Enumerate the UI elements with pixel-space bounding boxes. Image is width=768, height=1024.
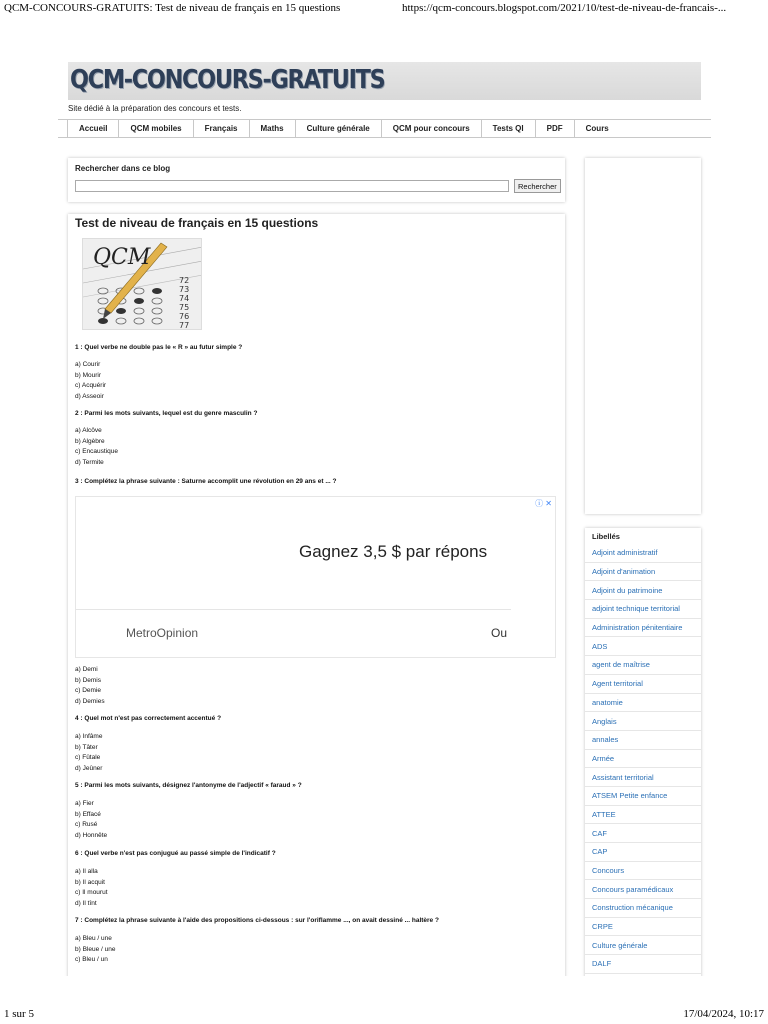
label-item[interactable]: agent de maîtrise xyxy=(585,656,701,675)
sidebar-ad-slot xyxy=(585,158,701,514)
nav-qcm-mobiles[interactable]: QCM mobiles xyxy=(118,120,192,137)
answer-1d: d) Asseoir xyxy=(75,392,104,400)
nav-cours[interactable]: Cours xyxy=(574,120,620,137)
label-item[interactable]: Administration pénitentiaire xyxy=(585,619,701,638)
search-input[interactable] xyxy=(75,180,509,192)
site-title[interactable]: QCM-CONCOURS-GRATUITS xyxy=(70,65,385,95)
label-item[interactable]: CRPE xyxy=(585,918,701,937)
nav-pdf[interactable]: PDF xyxy=(535,120,574,137)
nav-spacer xyxy=(620,120,711,137)
label-item[interactable]: Adjoint d'animation xyxy=(585,563,701,582)
label-item[interactable]: ATTEE xyxy=(585,806,701,825)
question-5: 5 : Parmi les mots suivants, désignez l'antonyme de l'adjectif « faraud » ? xyxy=(75,782,302,789)
answer-6b: b) Il acquit xyxy=(75,878,105,886)
svg-text:73: 73 xyxy=(179,285,190,294)
ad-edge xyxy=(511,497,556,658)
answer-7a: a) Bleu / une xyxy=(75,935,112,942)
question-4: 4 : Quel mot n'est pas correctement accentué ? xyxy=(75,715,222,722)
ad-divider xyxy=(76,609,511,610)
label-item[interactable]: Concours xyxy=(585,862,701,881)
nav-tests-qi[interactable]: Tests QI xyxy=(481,120,535,137)
ad-headline[interactable]: Gagnez 3,5 $ par répons xyxy=(299,542,488,561)
answer-3c: c) Demie xyxy=(75,687,102,694)
answer-2d: d) Termite xyxy=(75,458,104,466)
ad-cta-button[interactable]: Ou xyxy=(491,626,508,640)
answer-3d: d) Demies xyxy=(75,697,105,705)
answer-1c: c) Acquérir xyxy=(75,382,107,389)
ad-close-icon[interactable]: ⓘ ✕ xyxy=(535,499,552,508)
answer-6a: a) Il alla xyxy=(75,868,98,875)
question-6: 6 : Quel verbe n'est pas conjugué au passé simple de l'indicatif ? xyxy=(75,850,276,857)
search-title: Rechercher dans ce blog xyxy=(75,164,171,173)
answer-1a: a) Courir xyxy=(75,361,101,368)
page-wrapper xyxy=(58,54,711,976)
nav-qcm-pour-concours[interactable]: QCM pour concours xyxy=(381,120,481,137)
label-item[interactable]: ADS xyxy=(585,637,701,656)
post xyxy=(68,214,565,976)
answer-5a: a) Fier xyxy=(75,800,94,807)
answers-1 xyxy=(75,360,106,402)
answers-6 xyxy=(75,867,108,909)
question-2: 2 : Parmi les mots suivants, lequel est du genre masculin ? xyxy=(75,410,258,417)
label-item[interactable]: Assistant territorial xyxy=(585,768,701,787)
ad-brand[interactable]: MetroOpinion xyxy=(126,626,199,640)
answers-2 xyxy=(75,426,118,468)
nav-maths[interactable]: Maths xyxy=(249,120,295,137)
nav-accueil[interactable]: Accueil xyxy=(67,120,118,137)
answer-1b: b) Mourir xyxy=(75,371,102,379)
answer-3b: b) Demis xyxy=(75,676,102,684)
labels-title: Libellés xyxy=(592,532,620,541)
top-nav xyxy=(58,119,711,138)
print-url: https://qcm-concours.blogspot.com/2021/10/test-de-niveau-de-francais-... xyxy=(402,2,727,14)
question-3: 3 : Complétez la phrase suivante : Saturne accomplit une révolution en 29 ans et ... ? xyxy=(75,478,337,485)
qcm-image-label: QCM xyxy=(93,245,151,270)
label-item[interactable]: Construction mécanique xyxy=(585,899,701,918)
nav-francais[interactable]: Français xyxy=(193,120,249,137)
svg-text:76: 76 xyxy=(179,312,190,321)
search-button[interactable]: Rechercher xyxy=(514,179,561,193)
answer-4b: b) Tâter xyxy=(75,743,98,751)
svg-text:77: 77 xyxy=(179,321,190,330)
label-item[interactable]: ATSEM Petite enfance xyxy=(585,787,701,806)
label-item[interactable]: Adjoint administratif xyxy=(585,544,701,563)
answer-3a: a) Demi xyxy=(75,666,98,673)
answers-5 xyxy=(75,799,107,841)
answer-4c: c) Fûtale xyxy=(75,754,101,761)
answer-2a: a) Alcôve xyxy=(75,427,102,434)
answer-5c: c) Rusé xyxy=(75,821,98,828)
label-item[interactable]: Agent territorial xyxy=(585,675,701,694)
label-item[interactable]: annales xyxy=(585,731,701,750)
svg-text:74: 74 xyxy=(179,294,190,303)
label-item[interactable]: adjoint technique territorial xyxy=(585,600,701,619)
print-footer xyxy=(4,1008,764,1022)
question-7: 7 : Complétez la phrase suivante à l'aide des propositions ci-dessous : sur l'oriflamme ..., on avait dessiné ... haltère ? xyxy=(75,917,439,924)
answer-7c: c) Bleu / un xyxy=(75,956,108,963)
answer-6d: d) Il tînt xyxy=(75,899,97,907)
answer-6c: c) Il mourut xyxy=(75,889,108,896)
label-item[interactable]: Anglais xyxy=(585,712,701,731)
answer-4d: d) Jeûner xyxy=(75,764,103,772)
svg-text:75: 75 xyxy=(179,303,190,312)
answer-5d: d) Honnête xyxy=(75,831,108,839)
qcm-image xyxy=(82,238,202,330)
question-1: 1 : Quel verbe ne double pas le « R » au futur simple ? xyxy=(75,344,243,351)
label-item[interactable]: Concours paramédicaux xyxy=(585,880,701,899)
answer-7b: b) Bleue / une xyxy=(75,945,116,953)
site-tagline: Site dédié à la préparation des concours et tests. xyxy=(68,104,242,113)
answer-4a: a) Infâme xyxy=(75,733,103,740)
print-header xyxy=(4,2,764,16)
post-title[interactable]: Test de niveau de français en 15 questions xyxy=(75,216,319,230)
label-item[interactable]: anatomie xyxy=(585,694,701,713)
nav-culture-generale[interactable]: Culture générale xyxy=(295,120,381,137)
label-item[interactable]: Culture générale xyxy=(585,936,701,955)
label-item[interactable]: CAF xyxy=(585,824,701,843)
labels-list xyxy=(585,544,701,974)
label-item[interactable]: CAP xyxy=(585,843,701,862)
print-title: QCM-CONCOURS-GRATUITS: Test de niveau de français en 15 questions xyxy=(4,2,341,14)
answer-2b: b) Algèbre xyxy=(75,437,105,445)
answers-7 xyxy=(75,934,115,966)
answer-2c: c) Encaustique xyxy=(75,448,118,455)
svg-text:72: 72 xyxy=(179,276,190,285)
labels-widget xyxy=(585,528,701,976)
answers-3 xyxy=(75,665,105,707)
site-banner[interactable] xyxy=(68,62,701,100)
print-datetime: 17/04/2024, 10:17 xyxy=(683,1008,764,1020)
label-item[interactable]: DALF xyxy=(585,955,701,974)
answers-4 xyxy=(75,732,102,774)
answer-5b: b) Effacé xyxy=(75,810,101,818)
search-widget xyxy=(68,158,565,202)
print-page-number: 1 sur 5 xyxy=(4,1008,34,1020)
label-item[interactable]: Adjoint du patrimoine xyxy=(585,581,701,600)
ad-banner[interactable] xyxy=(75,496,556,658)
label-item[interactable]: Armée xyxy=(585,750,701,769)
